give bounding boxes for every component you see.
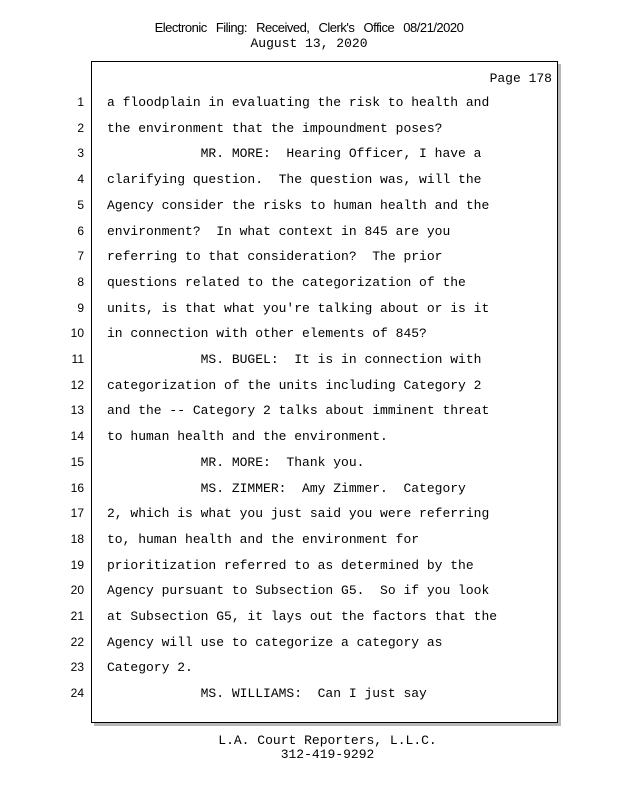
line-number: 23 xyxy=(70,660,84,675)
line-number: 9 xyxy=(77,300,84,315)
transcript-date: August 13, 2020 xyxy=(250,36,368,51)
line-number: 24 xyxy=(70,686,84,701)
line-number: 15 xyxy=(70,454,84,469)
transcript-line xyxy=(0,481,618,507)
line-number: 14 xyxy=(70,429,84,444)
transcript-line xyxy=(0,224,618,250)
line-text: referring to that consideration? The prior xyxy=(107,249,443,265)
transcript-line xyxy=(0,172,618,198)
line-text: MS. WILLIAMS: Can I just say xyxy=(107,686,427,702)
transcript-line xyxy=(0,558,618,584)
filing-stamp: Electronic Filing: Received, Clerk's Office 08/21/2020 xyxy=(154,20,464,35)
line-text: categorization of the units including Category 2 xyxy=(107,377,482,393)
line-text: to, human health and the environment for xyxy=(107,531,420,547)
line-text: Agency consider the risks to human health and the xyxy=(107,197,490,213)
line-text: clarifying question. The question was, will the xyxy=(107,172,482,188)
line-number: 16 xyxy=(70,480,84,495)
line-text: and the -- Category 2 talks about imminent threat xyxy=(107,403,490,419)
line-text: Category 2. xyxy=(107,660,193,676)
court-reporter-phone: 312-419-9292 xyxy=(280,747,375,762)
transcript-line xyxy=(0,121,618,147)
line-text: the environment that the impoundment poses? xyxy=(107,120,443,136)
transcript-line xyxy=(0,583,618,609)
transcript-line xyxy=(0,301,618,327)
line-number: 13 xyxy=(70,403,84,418)
transcript-line xyxy=(0,660,618,686)
transcript-line xyxy=(0,532,618,558)
line-number: 22 xyxy=(70,634,84,649)
line-text: in connection with other elements of 845? xyxy=(107,326,427,342)
line-text: Agency pursuant to Subsection G5. So if you look xyxy=(107,583,490,599)
transcript-line xyxy=(0,352,618,378)
line-number: 6 xyxy=(77,223,84,238)
line-number: 10 xyxy=(70,326,84,341)
transcript-line xyxy=(0,146,618,172)
line-number: 1 xyxy=(77,95,84,109)
court-reporter-name: L.A. Court Reporters, L.L.C. xyxy=(218,733,437,748)
line-text: prioritization referred to as determined by the xyxy=(107,557,474,573)
transcript-line xyxy=(0,198,618,224)
transcript-line xyxy=(0,429,618,455)
line-number: 21 xyxy=(70,609,84,623)
line-number: 17 xyxy=(70,506,84,521)
line-number: 20 xyxy=(70,583,84,598)
transcript-line xyxy=(0,403,618,429)
transcript-line xyxy=(0,275,618,301)
line-text: questions related to the categorization of the xyxy=(107,274,466,290)
line-number: 18 xyxy=(70,531,84,546)
line-number: 8 xyxy=(77,274,84,289)
line-text: MR. MORE: Thank you. xyxy=(107,454,365,470)
line-text: 2, which is what you just said you were referring xyxy=(107,506,490,522)
line-number: 11 xyxy=(71,352,84,366)
line-text: MS. BUGEL: It is in connection with xyxy=(107,352,482,367)
line-text: MS. ZIMMER: Amy Zimmer. Category xyxy=(107,480,466,496)
line-text: a floodplain in evaluating the risk to health and xyxy=(107,95,490,110)
transcript-line xyxy=(0,609,618,635)
line-number: 19 xyxy=(70,557,84,572)
transcript-line xyxy=(0,686,618,712)
transcript-line xyxy=(0,635,618,661)
line-number: 3 xyxy=(77,146,84,161)
line-number: 7 xyxy=(77,249,84,264)
line-number: 4 xyxy=(77,172,84,187)
line-text: MR. MORE: Hearing Officer, I have a xyxy=(107,146,482,162)
line-number: 12 xyxy=(70,377,84,392)
transcript-line xyxy=(0,455,618,481)
line-text: Agency will use to categorize a category as xyxy=(107,634,443,650)
transcript-line xyxy=(0,378,618,404)
transcript-line xyxy=(0,95,618,121)
line-text: units, is that what you're talking about or is it xyxy=(107,300,490,316)
line-text: at Subsection G5, it lays out the factors that the xyxy=(107,609,498,624)
line-number: 5 xyxy=(77,197,84,212)
transcript-line xyxy=(0,326,618,352)
transcript-line xyxy=(0,249,618,275)
page-number: Page 178 xyxy=(489,71,552,86)
line-text: environment? In what context in 845 are you xyxy=(107,223,451,239)
transcript-line xyxy=(0,506,618,532)
line-text: to human health and the environment. xyxy=(107,429,388,445)
line-number: 2 xyxy=(77,120,84,135)
